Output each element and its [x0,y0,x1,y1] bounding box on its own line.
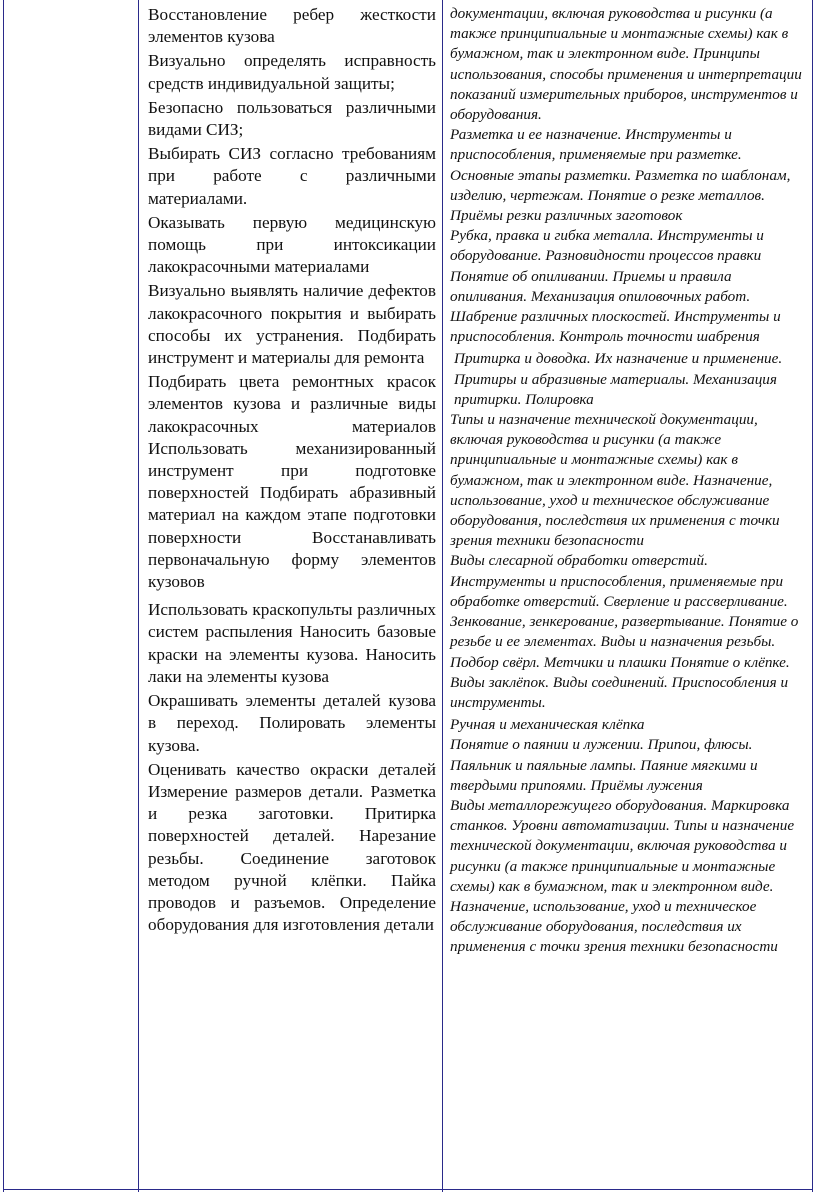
knowledge-item: Виды слесарной обработки отверстий. Инструменты и приспособления, применяемые при обработке отверстий. Сверление и рассверливание. Зенкование, зенкерование, развертывание. Понятие о резьбе и ее элементах. Виды и назначения резьбы. Подбор свёрл. Метчики и плашки Понятие о клёпке. Виды заклёпок. Виды соединений. Приспособления и инструменты. [450,552,799,711]
table-border-left [3,0,4,1192]
skills-column [148,4,436,936]
skill-item: Подбирать цвета ремонтных красок элементов кузова и различные виды лакокрасочных материалов Использовать механизированный инструмент при подготовке поверхностей Подбирать абразивный материал на каждом этапе подготовки поверхности Восстанавливать первоначальную форму элементов кузовов [148,372,436,592]
skill-item: Выбирать СИЗ согласно требованиям при работе с различными материалами. [148,144,436,208]
knowledge-item: Виды металлорежущего оборудования. Маркировка станков. Уровни автоматизации. Типы и назначение технической документации, включая руководства и рисунки (а также принципиальные и монтажные схемы) как в бумажном, так и электронном виде. Назначение, использование, уход и техническое обслуживание оборудования, последствия их применения с точки зрения техники безопасности [450,796,795,956]
skill-item: Визуально определять исправность средств индивидуальной защиты; [148,51,436,93]
table-border-right [812,0,813,1192]
knowledge-item: Рубка, правка и гибка металла. Инструменты и оборудование. Разновидности процессов правки [450,227,764,265]
table-column-divider-2 [442,0,443,1192]
knowledge-item: документации, включая руководства и рисунки (а также принципиальные и монтажные схемы) как в бумажном, так и электронном виде. Принципы использования, способы применения и интерпретации показаний измерительных приборов, инструментов и оборудования. [450,5,802,124]
skill-item: Использовать краскопульты различных систем распыления Наносить базовые краски на элементы кузова. Наносить лаки на элементы кузова [148,600,436,686]
skill-item: Окрашивать элементы деталей кузова в переход. Полировать элементы кузова. [148,691,436,755]
skill-item: Оценивать качество окраски деталей Измерение размеров детали. Разметка и резка заготовки. Притирка поверхностей деталей. Нарезание резьбы. Соединение заготовок методом ручной клёпки. Пайка проводов и разъемов. Определение оборудования для изготовления детали [148,759,436,935]
skill-item: Визуально выявлять наличие дефектов лакокрасочного покрытия и выбирать способы их устранения. Подбирать инструмент и материалы для ремонта [148,281,436,368]
knowledge-item: Понятие об опиливании. Приемы и правила опиливания. Механизация опиловочных работ. Шабрение различных плоскостей. Инструменты и приспособления. Контроль точности шабрения [450,267,781,346]
table-column-divider-1 [138,0,139,1192]
knowledge-item: Понятие о паянии и лужении. Припои, флюсы. Паяльник и паяльные лампы. Паяние мягкими и твердыми припоями. Приёмы лужения [450,736,758,794]
skill-item: Восстановление ребер жесткости элементов кузова [148,5,436,47]
table-border-bottom [3,1189,812,1190]
knowledge-item: Типы и назначение технической документации, включая руководства и рисунки (а также принципиальные и монтажные схемы) как в бумажном, так и электронном виде. Назначение, использование, уход и техническое обслуживание оборудования, последствия их применения с точки зрения техники безопасности [450,411,780,550]
skill-item: Оказывать первую медицинскую помощь при интоксикации лакокрасочными материалами [148,212,436,277]
knowledge-item: Ручная и механическая клёпка [450,716,645,734]
knowledge-item: Притирка и доводка. Их назначение и применение. Притиры и абразивные материалы. Механизация притирки. Полировка [454,350,783,408]
skill-item: Безопасно пользоваться различными видами СИЗ; [148,97,436,140]
knowledge-column [450,4,806,958]
knowledge-item: Разметка и ее назначение. Инструменты и приспособления, применяемые при разметке. Основные этапы разметки. Разметка по шаблонам, изделию, чертежам. Понятие о резке металлов. Приёмы резки различных заготовок [450,126,791,225]
